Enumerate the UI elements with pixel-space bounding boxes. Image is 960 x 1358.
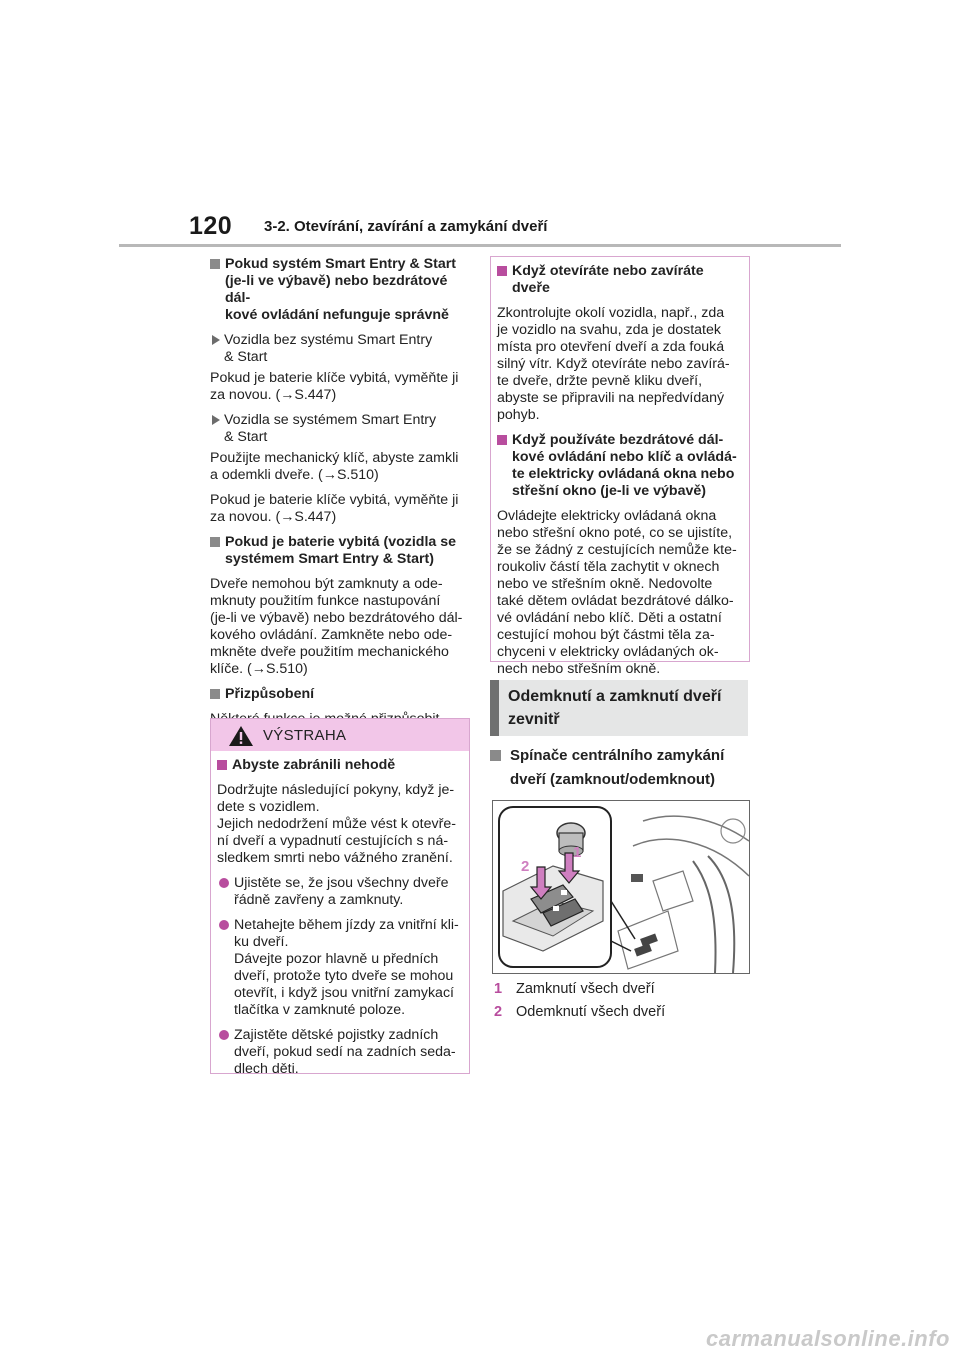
door-lock-switch-drawing bbox=[493, 801, 749, 973]
section-heading-unlock-lock: Odemknutí a zamknutí dveří zevnitř bbox=[490, 680, 748, 736]
warning-intro: Dodržujte následující pokyny, když je- dete s vozidlem. Jejich nedodržení může vést k otevře- ní dveří a vypadnutí cestujících s ná- sledkem smrti nebo vážného zranění. bbox=[217, 782, 456, 866]
header-divider bbox=[119, 244, 841, 247]
warning-title: VÝSTRAHA bbox=[263, 727, 347, 744]
list-item: 2 Odemknutí všech dveří bbox=[494, 1004, 666, 1020]
list-item: 1 Zamknutí všech dveří bbox=[494, 981, 655, 997]
lock-switch-illustration bbox=[492, 800, 750, 974]
paragraph-operate-windows: Ovládejte elektricky ovládaná okna nebo střešní okno poté, co se ujistíte, že se žádný z cestujících nemůže kte- roukoliv částí těla zachytit v oknech nebo ve střešním okně. Nedovolte také dětem ovládat bezdrátové dálko- vé ovládání nebo klíč. Děti a ostatní cestující mohou být částmi těla za- chyceni v elektricky ovládaných ok- nech nebo střešním okně. bbox=[497, 508, 737, 677]
callout-2: 2 bbox=[521, 858, 530, 875]
heading-opening-closing: Když otevíráte nebo zavíráte dveře bbox=[497, 263, 745, 297]
triangle-bullet-icon bbox=[212, 335, 220, 345]
subheading-with-smart-entry: Vozidla se systémem Smart Entry & Start bbox=[210, 412, 470, 446]
heading-customization: Přizpůsobení bbox=[210, 686, 470, 703]
heading-remote-windows: Když používáte bezdrátové dál- kové ovládání nebo klíč a ovládá- te elektricky ovládaná okna nebo střešní okno (je-li ve výbavě) bbox=[497, 432, 745, 500]
circle-bullet-icon bbox=[219, 878, 229, 888]
square-bullet-icon bbox=[210, 259, 220, 269]
square-bullet-icon bbox=[497, 266, 507, 276]
square-bullet-icon bbox=[210, 537, 220, 547]
triangle-bullet-icon bbox=[212, 415, 220, 425]
warning-body bbox=[217, 757, 465, 1086]
paragraph-battery-replace-2: Pokud je baterie klíče vybitá, vyměňte ji za novou. (→S.447) bbox=[210, 492, 459, 525]
paragraph-check-surroundings: Zkontrolujte okolí vozidla, např., zda je vozidlo na svahu, zda je dostatek místa pro otevření dveří a zda fouká silný vítr. Když otevíráte nebo zavírá- te dveře, držte pevně kliku dveří, abyste se připravili na nepředvídaný pohyb. bbox=[497, 305, 730, 423]
watermark: carmanualsonline.info bbox=[706, 1326, 950, 1351]
subheading-central-locking: Spínače centrálního zamykání dveří (zamknout/odemknout) bbox=[490, 744, 752, 792]
circle-bullet-icon bbox=[219, 1030, 229, 1040]
paragraph-doors-cannot-lock: Dveře nemohou být zamknuty a ode- mknuty použitím funkce nastupování (je-li ve výbavě) nebo bezdrátového dál- kového ovládání. Zamkněte nebo ode- mkněte dveře použitím mechanického klíče. (→S.510) bbox=[210, 576, 463, 677]
heading-accent-bar bbox=[490, 680, 499, 736]
info-box bbox=[490, 256, 750, 677]
warning-header bbox=[211, 719, 469, 751]
info-body bbox=[497, 263, 745, 686]
section-title: 3-2. Otevírání, zavírání a zamykání dveří bbox=[264, 218, 548, 235]
paragraph-battery-replace-1: Pokud je baterie klíče vybitá, vyměňte ji za novou. (→S.447) bbox=[210, 370, 459, 403]
square-bullet-icon bbox=[490, 750, 501, 761]
paragraph-mechanical-key: Použijte mechanický klíč, abyste zamkli a odemkli dveře. (→S.510) bbox=[210, 450, 459, 483]
circle-bullet-icon bbox=[219, 920, 229, 930]
heading-battery-dead: Pokud je baterie vybitá (vozidla se systémem Smart Entry & Start) bbox=[210, 534, 470, 568]
heading-smart-entry-issue: Pokud systém Smart Entry & Start (je-li ve výbavě) nebo bezdrátové dál- kové ovládání nefunguje správně bbox=[210, 256, 470, 324]
square-bullet-icon bbox=[217, 760, 227, 770]
left-column bbox=[210, 256, 470, 753]
warning-box bbox=[210, 718, 470, 1077]
callout-1: 1 bbox=[573, 844, 582, 861]
warning-bullet-inner-handle: Netahejte během jízdy za vnitřní kli- ku dveří. Dávejte pozor hlavně u předních dveří, protože tyto dveře se mohou otevřít, i když jsou vnitřní zamykací tlačítka v zamknuté poloze. bbox=[217, 917, 465, 1019]
square-bullet-icon bbox=[497, 435, 507, 445]
square-bullet-icon bbox=[210, 689, 220, 699]
subheading-without-smart-entry: Vozidla bez systému Smart Entry & Start bbox=[210, 332, 470, 366]
warning-heading: Abyste zabránili nehodě bbox=[217, 757, 465, 774]
warning-bullet-child-locks: Zajistěte dětské pojistky zadních dveří, pokud sedí na zadních seda- dlech děti. bbox=[217, 1027, 465, 1078]
warning-bullet-doors-closed: Ujistěte se, že jsou všechny dveře řádně zavřeny a zamknuty. bbox=[217, 875, 465, 909]
warning-triangle-icon bbox=[228, 725, 254, 747]
page-number: 120 bbox=[189, 212, 233, 240]
